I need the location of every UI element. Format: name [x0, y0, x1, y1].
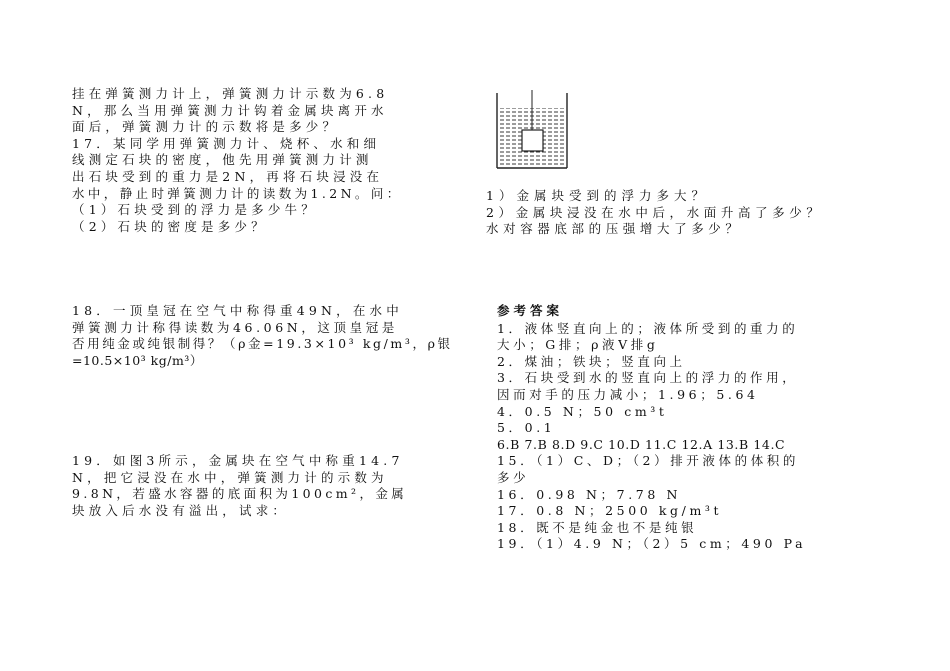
q19-line-1: 19．如图3所示，金属块在空气中称重14.7: [72, 453, 404, 468]
answer-line: 15．（1）C、D；（2）排开液体的体积的: [497, 453, 799, 469]
answer-line: 4．0.5 N；50 cm³t: [497, 403, 668, 419]
question-18: [72, 303, 462, 369]
answer-line: 2．煤油；铁块；竖直向上: [497, 353, 686, 369]
answer-line: 3．石块受到水的竖直向上的浮力的作用，: [497, 370, 799, 386]
q19-line-4: 块放入后水没有溢出，试求：: [72, 502, 290, 518]
answer-line: 5．0.1: [497, 420, 556, 436]
beaker-diagram: [494, 90, 574, 172]
q18-line-4: =10.5×10³ kg/m³）: [72, 352, 203, 368]
q19-part-2: 2）金属块浸没在水中后，水面升高了多少？: [486, 204, 824, 220]
answer-line: 因而对手的压力减小；1.96；5.64: [497, 386, 759, 402]
answer-line: 大小；G排；ρ液V排g: [497, 337, 659, 353]
answer-line: 17．0.8 N；2500 kg/m³t: [497, 503, 723, 519]
answer-line: 1．液体竖直向上的；液体所受到的重力的: [497, 320, 799, 336]
q17-line-6: （2）石块的密度是多少？: [72, 218, 268, 234]
q19-part-3: 水对容器底部的压强增大了多少？: [486, 221, 743, 237]
q16-line-1: 挂在弹簧测力计上，弹簧测力计示数为6.8: [72, 86, 389, 101]
answer-line: 6.B 7.B 8.D 9.C 10.D 11.C 12.A 13.B 14.C: [497, 436, 786, 452]
question-19-parts: [486, 188, 906, 238]
q16-line-2: N，那么当用弹簧测力计钩着金属块离开水: [72, 102, 388, 118]
answer-line: 18．既不是纯金也不是纯银: [497, 519, 698, 535]
q18-line-2: 弹簧测力计称得读数为46.06N，这顶皇冠是: [72, 319, 398, 335]
q17-line-3: 出石块受到的重力是2N，再将石块浸没在: [72, 168, 384, 184]
q17-line-1: 17．某同学用弹簧测力计、烧杯、水和细: [72, 135, 381, 151]
q17-line-2: 线测定石块的密度，他先用弹簧测力计测: [72, 152, 373, 168]
q17-line-4: 水中，静止时弹簧测力计的读数为1.2N。问：: [72, 185, 403, 201]
answer-key: [497, 303, 917, 553]
answer-line: 19．（1）4.9 N；（2）5 cm；490 Pa: [497, 536, 807, 552]
left-column-top: [72, 86, 462, 235]
metal-block: [522, 130, 543, 151]
q19-line-3: 9.8N，若盛水容器的底面积为100cm²，金属: [72, 486, 408, 502]
q16-line-3: 面后，弹簧测力计的示数将是多少？: [72, 119, 340, 135]
answer-line: 16．0.98 N；7.78 N: [497, 486, 681, 502]
q18-line-1: 18．一顶皇冠在空气中称得重49N，在水中: [72, 303, 403, 318]
answer-line: 多少: [497, 469, 530, 485]
q17-line-5: （1）石块受到的浮力是多少牛？: [72, 202, 318, 218]
q18-line-3: 否用纯金或纯银制得？（ρ金=19.3×10³ kg/m³，ρ银: [72, 336, 453, 352]
question-19: [72, 453, 462, 519]
q19-part-1: 1）金属块受到的浮力多大？: [486, 188, 709, 203]
q19-line-2: N，把它浸没在水中，弹簧测力计的示数为: [72, 469, 388, 485]
answer-key-title: 参考答案: [497, 303, 564, 318]
